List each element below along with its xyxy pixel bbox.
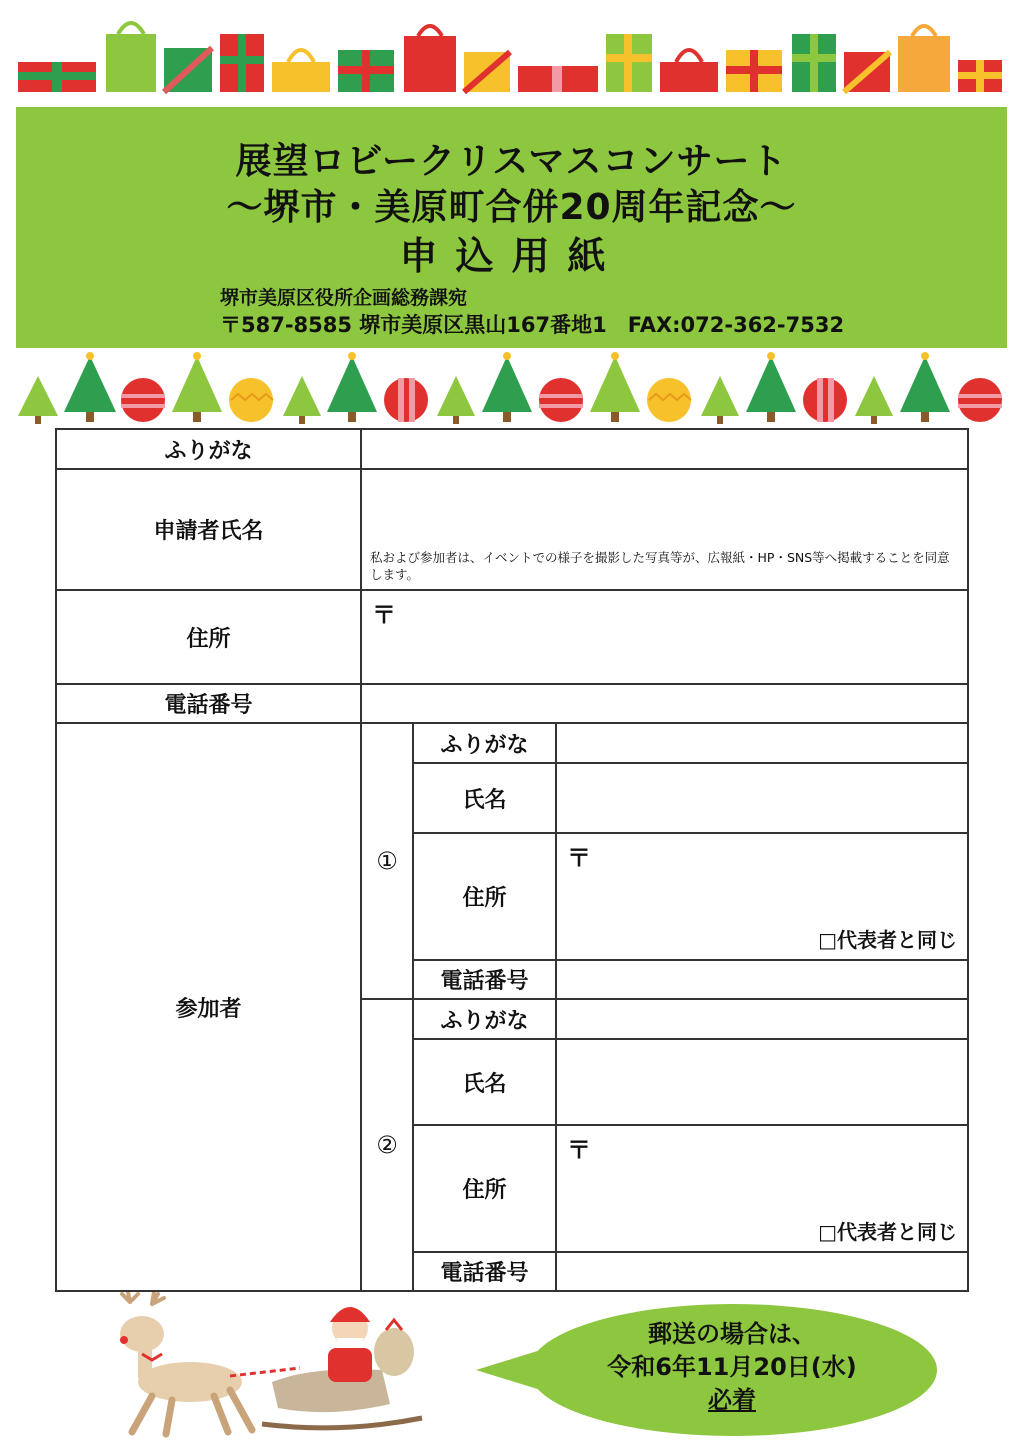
tree-icon (18, 376, 58, 424)
form-title: 申込用紙 (399, 234, 624, 278)
applicant-address-field[interactable] (362, 591, 969, 685)
tree-icon (283, 376, 321, 424)
participant-1-number: ① (362, 724, 414, 1000)
tree-icon (746, 352, 796, 422)
shopping-bag-icon (898, 26, 950, 92)
ornament-icon (803, 378, 847, 422)
participant-2-phone-label: 電話番号 (414, 1253, 557, 1292)
gift-icon (792, 34, 836, 92)
gift-icon (18, 62, 96, 92)
tree-icon (900, 352, 950, 422)
applicant-phone-label: 電話番号 (57, 685, 362, 724)
notice-must-arrive: 必着 (708, 1386, 756, 1414)
participant-2-phone-field[interactable] (557, 1253, 969, 1292)
participant-2-number: ② (362, 1000, 414, 1292)
gift-icon (338, 50, 394, 92)
gift-boxes-decoration (0, 0, 1024, 100)
participant-1-address-field[interactable] (557, 834, 969, 961)
participant-2-name-label: 氏名 (414, 1040, 557, 1126)
shopping-bag-icon (272, 50, 330, 92)
applicant-phone-field[interactable] (362, 685, 969, 724)
recipient-office: 堺市美原区役所企画総務課宛 (220, 287, 468, 309)
event-title: 展望ロビークリスマスコンサート (235, 141, 788, 182)
tree-icon (327, 352, 377, 422)
tree-icon (701, 376, 739, 424)
tree-icon (64, 352, 116, 422)
notice-line-1: 郵送の場合は、 (648, 1320, 816, 1348)
ornament-icon (647, 378, 691, 422)
postal-mark: 〒 (372, 601, 396, 629)
application-form (55, 428, 969, 1292)
tree-icon (437, 376, 475, 424)
christmas-trees-decoration (0, 350, 1024, 426)
gift-icon (726, 50, 782, 92)
shopping-bag-icon (106, 23, 156, 92)
photo-consent-note: 私および参加者は、イベントでの様子を撮影した写真等が、広報紙・HP・SNS等へ掲載することを同意します。 (370, 550, 950, 582)
ornament-icon (539, 378, 583, 422)
reindeer-icon (120, 1292, 252, 1434)
participant-1-furigana-label: ふりがな (414, 724, 557, 764)
gift-icon (220, 34, 264, 92)
tree-icon (590, 352, 640, 422)
event-subtitle: ～堺市・美原町合併20周年記念～ (226, 187, 797, 228)
participant-1-phone-field[interactable] (557, 961, 969, 1000)
shopping-bag-icon (660, 50, 718, 92)
participant-1-address-label: 住所 (414, 834, 557, 961)
participant-2-address-label: 住所 (414, 1126, 557, 1253)
participant-2-furigana-field[interactable] (557, 1000, 969, 1040)
mail-deadline-notice (562, 1318, 902, 1417)
shopping-bag-icon (404, 26, 456, 92)
ornament-icon (384, 378, 428, 422)
postal-mark: 〒 (567, 844, 591, 872)
participants-label: 参加者 (57, 724, 362, 1292)
participant-1-furigana-field[interactable] (557, 724, 969, 764)
applicant-address-label: 住所 (57, 591, 362, 685)
gift-icon (606, 34, 652, 92)
postal-mark: 〒 (567, 1136, 591, 1164)
participant-1-phone-label: 電話番号 (414, 961, 557, 1000)
same-as-representative-checkbox[interactable]: □代表者と同じ (818, 928, 957, 952)
recipient-address: 〒587-8585 堺市美原区黒山167番地1 FAX:072-362-7532 (220, 313, 845, 337)
gift-icon (958, 60, 1002, 92)
applicant-name-field[interactable] (362, 470, 969, 591)
ornament-icon (958, 378, 1002, 422)
header-banner (16, 107, 1007, 348)
gift-icon (518, 66, 598, 92)
participant-1-name-field[interactable] (557, 764, 969, 834)
santa-icon (262, 1306, 422, 1428)
tree-icon (855, 376, 893, 424)
gift-icon (164, 48, 212, 92)
gift-icon (844, 52, 890, 92)
ornament-icon (121, 378, 165, 422)
applicant-furigana-label: ふりがな (57, 430, 362, 470)
applicant-furigana-field[interactable] (362, 430, 969, 470)
participant-1-name-label: 氏名 (414, 764, 557, 834)
participant-2-name-field[interactable] (557, 1040, 969, 1126)
tree-icon (172, 352, 222, 422)
notice-deadline-date: 令和6年11月20日(水) (607, 1353, 857, 1381)
applicant-name-label: 申請者氏名 (57, 470, 362, 591)
gift-icon (464, 52, 510, 92)
santa-sleigh-illustration (90, 1292, 430, 1444)
tree-icon (482, 352, 532, 422)
same-as-representative-checkbox[interactable]: □代表者と同じ (818, 1220, 957, 1244)
participant-2-furigana-label: ふりがな (414, 1000, 557, 1040)
participant-2-address-field[interactable] (557, 1126, 969, 1253)
ornament-icon (229, 378, 273, 422)
